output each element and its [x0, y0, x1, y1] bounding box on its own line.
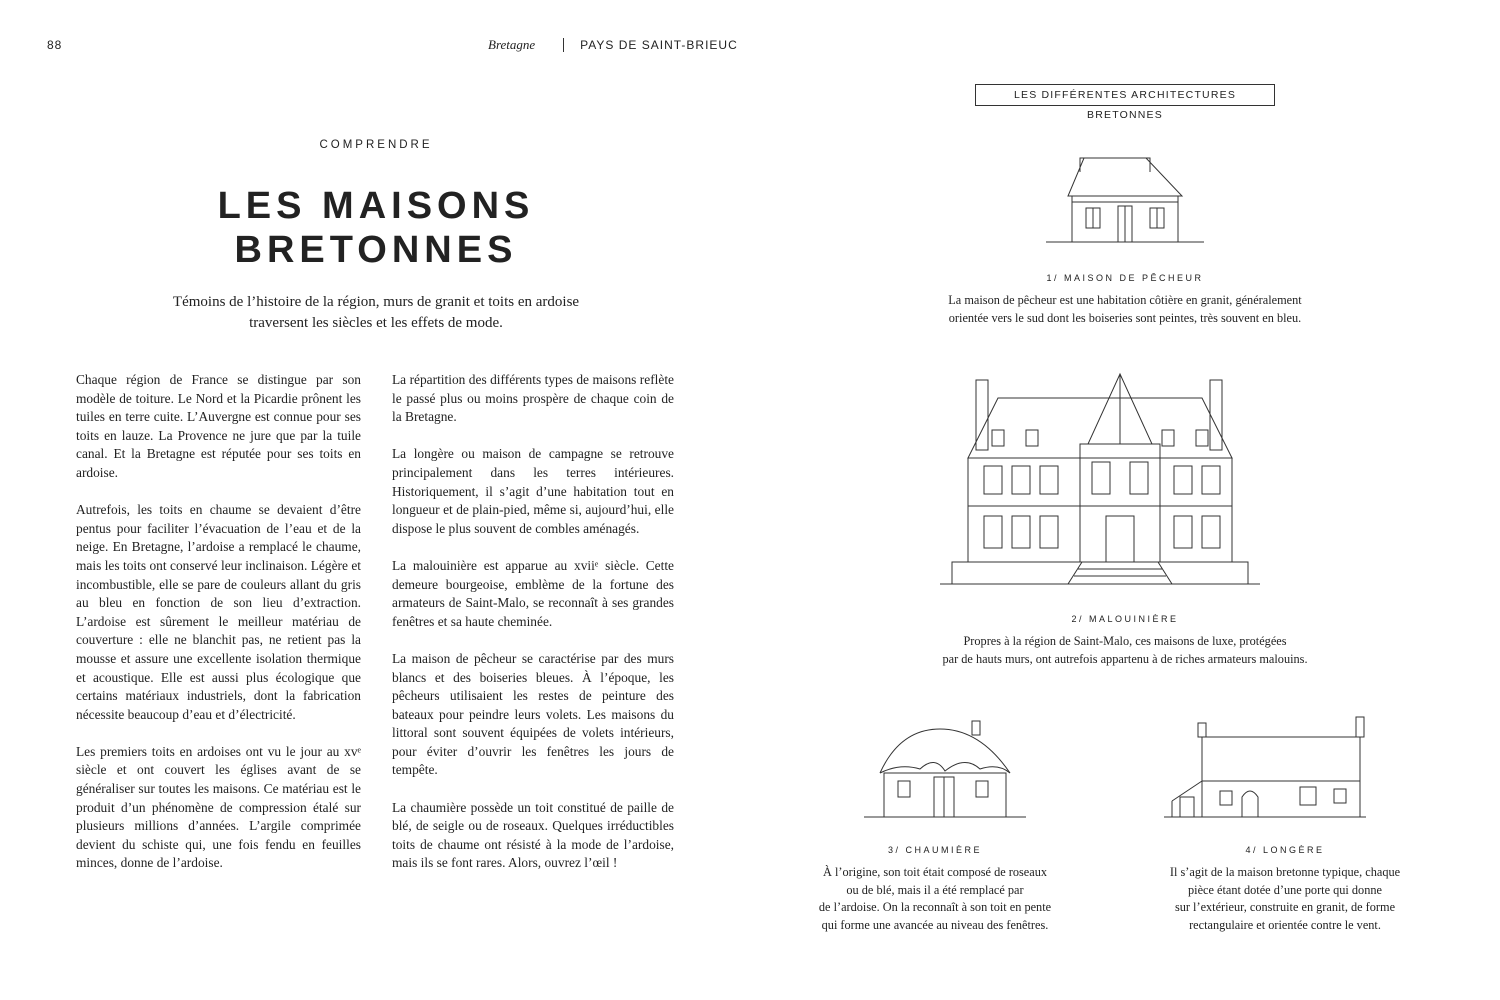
- lede-line-1: Témoins de l’histoire de la région, murs de granit et toits en ardoise: [172, 294, 580, 310]
- body-paragraph: Les premiers toits en ardoises ont vu le jour au xvᵉ siècle et ont couvert les églises avant de se généraliser sur toutes les maisons. Ce matériau est le produit d’un phénomène de compression étalé sur plusieurs millions d’années. L’argile comprimée devient du schiste qui, une fois fendu en feuilles minces, donne de l’ardoise.: [76, 743, 361, 871]
- caption-text-1: [900, 292, 1350, 327]
- lede-line-2: traversent les siècles et les effets de mode.: [249, 315, 503, 331]
- article-title-line-1: LES MAISONS: [217, 185, 535, 227]
- caption-1-line-2: orientée vers le sud dont les boiseries sont peintes, très souvent en bleu.: [948, 310, 1302, 325]
- caption-3-line-1: À l’origine, son toit était composé de roseaux: [822, 865, 1048, 879]
- thatched-cottage-illustration: [860, 715, 1030, 825]
- running-head-divider: [563, 38, 564, 52]
- body-paragraph: La chaumière possède un toit constitué de paille de blé, de seigle ou de roseaux. Quelques irréductibles toits de chaume ont résisté à la mode de l’ardoise, mais ils se font rares. Alors, ouvrez l’œil !: [392, 799, 674, 871]
- page-number: 88: [47, 38, 63, 52]
- fisherman-house-illustration: [1040, 150, 1210, 250]
- caption-title-2: 2/ MALOUINIÈRE: [1071, 614, 1179, 624]
- article-title: [0, 184, 752, 272]
- body-paragraph: Chaque région de France se distingue par son modèle de toiture. Le Nord et la Picardie prônent les tuiles en terre cuite. L’Auvergne est connue pour ses toits en lauze. La Provence ne jure que par la tuile canal. Et la Bretagne est réputée pour ses toits en ardoise.: [76, 372, 361, 480]
- caption-text-4: [1150, 864, 1420, 934]
- caption-3-line-2: ou de blé, mais il a été remplacé par: [846, 882, 1024, 897]
- article-lede: [150, 292, 602, 334]
- caption-2-line-1: Propres à la région de Saint-Malo, ces maisons de luxe, protégées: [963, 634, 1287, 648]
- caption-text-3: [800, 864, 1070, 934]
- caption-4-line-4: rectangulaire et orientée contre le vent.: [1189, 917, 1381, 932]
- body-paragraph: La répartition des différents types de maisons reflète le passé plus ou moins prospère de chaque coin de la Bretagne.: [392, 372, 674, 425]
- caption-title-3: 3/ CHAUMIÈRE: [887, 845, 982, 855]
- body-paragraph: La longère ou maison de campagne se retrouve principalement dans les terres intérieures. Historiquement, il s’agit d’une habitation tout en longueur et de plain-pied, même si, aujourd’hui, elle dispose le plus souvent de combles aménagés.: [392, 446, 674, 536]
- caption-4-line-1: Il s’agit de la maison bretonne typique, chaque: [1169, 865, 1401, 879]
- caption-1-line-1: La maison de pêcheur est une habitation côtière en granit, généralement: [948, 293, 1302, 307]
- running-head-region: Bretagne: [488, 37, 536, 52]
- sidebar-box-label: LES DIFFÉRENTES ARCHITECTURES BRETONNES: [975, 84, 1275, 106]
- body-paragraph: La maison de pêcheur se caractérise par des murs blancs et des boiseries bleues. À l’époque, les pêcheurs utilisaient les restes de peinture des bateaux pour peindre leurs volets. Les maisons du littoral sont souvent équipées de volets intérieurs, pour éviter d’ouvrir les fenêtres les jours de tempête.: [392, 650, 674, 778]
- running-head: [488, 37, 738, 53]
- caption-text-2: [900, 633, 1350, 668]
- longere-illustration: [1160, 715, 1370, 825]
- article-title-line-2: BRETONNES: [234, 229, 518, 271]
- section-kicker: COMPRENDRE: [319, 139, 433, 151]
- malouiniere-illustration: [940, 370, 1260, 590]
- body-column-1: [76, 371, 361, 892]
- caption-4-line-3: sur l’extérieur, construite en granit, de forme: [1174, 900, 1396, 914]
- caption-2-line-2: par de hauts murs, ont autrefois appartenu à de riches armateurs malouins.: [942, 651, 1308, 666]
- running-head-area: PAYS DE SAINT-BRIEUC: [580, 38, 738, 52]
- body-paragraph: La malouinière est apparue au xviiᵉ siècle. Cette demeure bourgeoise, emblème de la fortune des armateurs de Saint-Malo, se reconnaît à ses grandes fenêtres et sa haute cheminée.: [392, 557, 674, 629]
- caption-title-1: 1/ MAISON DE PÊCHEUR: [1046, 273, 1204, 283]
- body-column-2: [392, 371, 674, 892]
- body-paragraph: Autrefois, les toits en chaume se devaient d’être pentus pour faciliter l’évacuation de l’eau et de la neige. En Bretagne, l’ardoise a remplacé le chaume, mais les toits ont conservé leur inclinaison. Légère et incombustible, elle se pare de couleurs allant du gris au bleu en fonction de son lieu d’extraction. L’ardoise est sûrement le meilleur matériau de couverture : elle ne blanchit pas, ne retient pas la mousse et assure une excellente isolation thermique et acoustique. Elle est aussi plus écologique que certains matériaux industriels, dont la fabrication nécessite beaucoup d’eau et d’électricité.: [76, 502, 361, 722]
- caption-3-line-4: qui forme une avancée au niveau des fenêtres.: [821, 917, 1049, 932]
- caption-title-4: 4/ LONGÈRE: [1245, 845, 1325, 855]
- caption-4-line-2: pièce étant dotée d’une porte qui donne: [1188, 882, 1382, 897]
- caption-3-line-3: de l’ardoise. On la reconnaît à son toit en pente: [818, 900, 1052, 914]
